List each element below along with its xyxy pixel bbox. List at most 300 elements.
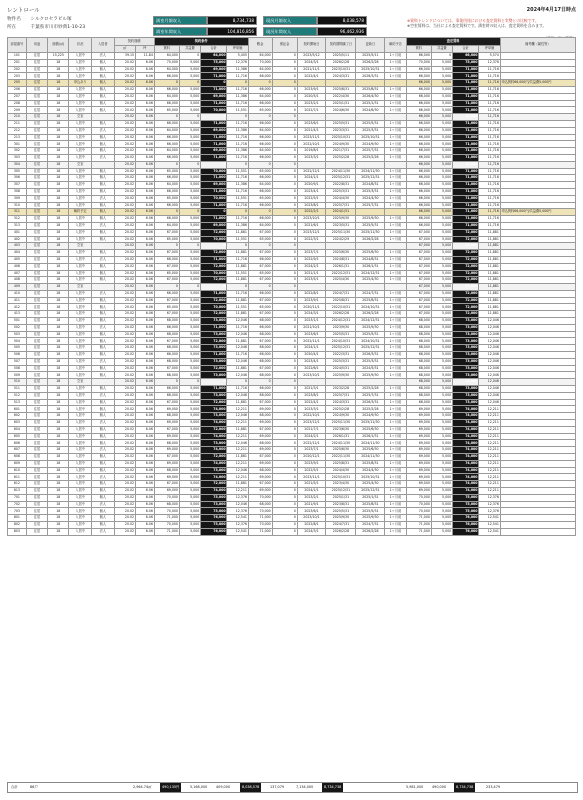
cell-guar: 0 (272, 501, 297, 508)
cell-area: 18 (48, 66, 69, 73)
cell-total: 70,000 (201, 107, 227, 114)
cell-start: 2023/2/1 (297, 494, 326, 501)
cell-deposit: 66,000 (248, 154, 272, 161)
cell-tenant: 法人 (91, 195, 114, 202)
cell-use: 住居 (26, 107, 47, 114)
cell-notice: 1ヶ月前 (385, 338, 406, 345)
col-deposit: 敷金 (248, 38, 272, 53)
cell-total: 0 (201, 114, 227, 121)
cell-notice: 1ヶ月前 (385, 352, 406, 359)
cell-q-rent: 70,000 (406, 494, 431, 501)
cell-end (326, 114, 356, 121)
cell-renew: 2026/1/31 (356, 433, 385, 440)
cell-tsubo: 6.06 (135, 311, 154, 318)
cell-notice: 1ヶ月前 (385, 141, 406, 148)
cell-end: 2025/8/31 (326, 86, 356, 93)
cell-q-unit: 11,716 (479, 100, 500, 107)
cell-m2: 20.02 (114, 392, 135, 399)
cell-tsubo: 6.06 (135, 358, 154, 365)
cell-q-fee: 5,000 (431, 250, 452, 257)
cell-q-fee: 5,000 (431, 216, 452, 223)
cell-rent: 68,000 (154, 331, 179, 338)
cell-notice (385, 284, 406, 291)
cell-notice: 1ヶ月前 (385, 154, 406, 161)
cell-tenant: 個人 (91, 331, 114, 338)
cell-q-fee: 5,000 (431, 521, 452, 528)
cell-m2: 20.02 (114, 467, 135, 474)
cell-rent: 69,000 (154, 460, 179, 467)
cell-q-total: 72,000 (452, 284, 478, 291)
cell-status: 入居中 (69, 304, 92, 311)
cell-tsubo: 6.06 (135, 467, 154, 474)
table-row (8, 488, 576, 495)
cell-q-fee: 5,000 (431, 86, 452, 93)
cell-rent: 0 (154, 284, 179, 291)
cell-guar: 0 (272, 521, 297, 528)
cell-unit: 11,551 (227, 107, 248, 114)
cell-area: 18 (48, 250, 69, 257)
cell-start: 2021/9/1 (297, 501, 326, 508)
cell-start: 2023/4/1 (297, 358, 326, 365)
cell-start: 2023/3/1 (297, 154, 326, 161)
sub-tsubo: 坪 (135, 45, 154, 53)
cell-remarks (500, 93, 575, 100)
cell-q-rent: 68,000 (406, 324, 431, 331)
table-row (8, 107, 576, 114)
cell-end (326, 243, 356, 250)
cell-guar: 0 (272, 59, 297, 66)
cell-q-rent: 68,000 (406, 338, 431, 345)
cell-status: 入居中 (69, 515, 92, 522)
cell-q-total: 75,000 (452, 494, 478, 501)
cell-start (297, 114, 326, 121)
cell-remarks (500, 175, 575, 182)
cell-unit: 12,376 (227, 521, 248, 528)
cell-status: 入居中 (69, 93, 92, 100)
footer-sum-total: 8,734,738 (322, 783, 343, 792)
cell-end (326, 80, 356, 87)
cell-q-rent: 69,000 (406, 454, 431, 461)
cell-end: 2025/11/30 (326, 229, 356, 236)
cell-notice: 1ヶ月前 (385, 229, 406, 236)
cell-use: 住居 (26, 182, 47, 189)
cell-start: 2020/11/1 (297, 304, 326, 311)
cell-room: 411 (8, 297, 27, 304)
cell-rent: 69,000 (154, 433, 179, 440)
cell-end: 2025/1/31 (326, 100, 356, 107)
cell-use: 住居 (26, 175, 47, 182)
cell-rent: 64,000 (154, 93, 179, 100)
cell-rent: 68,000 (154, 358, 179, 365)
cell-renew: 2026/2/28 (356, 528, 385, 535)
cell-q-fee: 5,000 (431, 161, 452, 168)
cell-area: 18 (48, 474, 69, 481)
cell-start: 2023/10/1 (297, 515, 326, 522)
cell-start: 2021/5/1 (297, 481, 326, 488)
cell-start: 2022/5/1 (297, 467, 326, 474)
cell-deposit: 66,000 (248, 141, 272, 148)
cell-unit: 11,716 (227, 352, 248, 359)
cell-guar: 0 (272, 256, 297, 263)
cell-deposit: 66,000 (248, 120, 272, 127)
cell-deposit: 66,000 (248, 256, 272, 263)
document-title: レントロール (7, 8, 40, 14)
cell-rent: 68,000 (154, 467, 179, 474)
cell-tsubo: 6.06 (135, 460, 154, 467)
cell-use: 住居 (26, 297, 47, 304)
cell-deposit: 64,000 (248, 53, 272, 60)
cell-start: 2023/12/1 (297, 229, 326, 236)
cell-tenant: 法人 (91, 324, 114, 331)
cell-renew: 2025/12/31 (356, 175, 385, 182)
cell-total: 0 (201, 80, 227, 87)
cell-q-unit: 11,716 (479, 182, 500, 189)
cell-tenant: 個人 (91, 338, 114, 345)
cell-unit: 12,211 (227, 406, 248, 413)
cell-deposit: 66,000 (248, 73, 272, 80)
cell-start: 2020/5/1 (297, 93, 326, 100)
cell-q-total: 71,000 (452, 141, 478, 148)
cell-room: 509 (8, 372, 27, 379)
cell-rent: 0 (154, 80, 179, 87)
cell-use: 住居 (26, 528, 47, 535)
cell-area: 18 (48, 93, 69, 100)
cell-tsubo: 6.06 (135, 182, 154, 189)
cell-fee: 5,000 (179, 392, 200, 399)
cell-renew: 2024/11/30 (356, 454, 385, 461)
cell-use: 住居 (26, 114, 47, 121)
cell-tsubo: 6.06 (135, 168, 154, 175)
cell-total: 72,000 (201, 297, 227, 304)
cell-fee: 5,000 (179, 358, 200, 365)
cell-tenant: 法人 (91, 420, 114, 427)
cell-m2: 20.02 (114, 515, 135, 522)
cell-area: 18 (48, 433, 69, 440)
cell-area: 18 (48, 80, 69, 87)
cell-q-rent: 66,000 (406, 216, 431, 223)
cell-area: 18 (48, 399, 69, 406)
cell-remarks (500, 66, 575, 73)
current-annual-value: 96,462,936 (317, 27, 367, 36)
cell-deposit: 69,000 (248, 474, 272, 481)
cell-q-total: 76,000 (452, 515, 478, 522)
cell-end: 2025/8/31 (326, 297, 356, 304)
cell-q-rent: 66,000 (406, 188, 431, 195)
cell-area: 18 (48, 515, 69, 522)
cell-guar: 0 (272, 236, 297, 243)
cell-guar: 0 (272, 195, 297, 202)
cell-area: 18 (48, 270, 69, 277)
cell-end: 2024/4/30 (326, 195, 356, 202)
cell-tsubo: 6.06 (135, 508, 154, 515)
cell-total: 76,000 (201, 528, 227, 535)
cell-q-rent: 68,000 (406, 386, 431, 393)
cell-tsubo: 11.84 (135, 53, 154, 60)
cell-q-fee: 5,000 (431, 372, 452, 379)
cell-unit: 11,881 (227, 277, 248, 284)
cell-unit: 11,716 (227, 154, 248, 161)
cell-room: 507 (8, 358, 27, 365)
cell-q-rent: 66,000 (406, 73, 431, 80)
cell-q-rent: 67,000 (406, 250, 431, 257)
cell-guar: 0 (272, 352, 297, 359)
cell-tsubo: 6.06 (135, 243, 154, 250)
cell-room: 510 (8, 379, 27, 386)
cell-deposit: 66,000 (248, 216, 272, 223)
cell-total: 74,000 (201, 488, 227, 495)
table-body (8, 53, 576, 536)
cell-q-total: 66,000 (452, 53, 478, 60)
cell-unit: 11,716 (227, 386, 248, 393)
cell-use: 住居 (26, 134, 47, 141)
cell-use: 住居 (26, 236, 47, 243)
cell-rent: 67,000 (154, 250, 179, 257)
cell-remarks (500, 399, 575, 406)
cell-renew: 2026/2/28 (356, 311, 385, 318)
cell-q-fee: 5,000 (431, 338, 452, 345)
cell-status: 入居中 (69, 270, 92, 277)
cell-rent: 67,000 (154, 454, 179, 461)
cell-q-fee: 5,000 (431, 399, 452, 406)
cell-status: 入居中 (69, 141, 92, 148)
cell-q-total: 74,000 (452, 447, 478, 454)
cell-end (326, 284, 356, 291)
cell-deposit: 71,000 (248, 515, 272, 522)
cell-q-unit: 12,211 (479, 454, 500, 461)
cell-fee: 0 (179, 243, 200, 250)
cell-m2: 20.02 (114, 297, 135, 304)
cell-fee: 5,000 (179, 59, 200, 66)
cell-room: 207 (8, 93, 27, 100)
cell-end: 2025/8/31 (326, 460, 356, 467)
cell-room: 211 (8, 120, 27, 127)
cell-q-fee: 5,000 (431, 263, 452, 270)
cell-tenant: 個人 (91, 413, 114, 420)
cell-notice: 1ヶ月前 (385, 59, 406, 66)
cell-q-fee: 5,000 (431, 188, 452, 195)
sub-m2: ㎡ (114, 45, 135, 53)
cell-tenant: 個人 (91, 236, 114, 243)
cell-deposit: 69,000 (248, 488, 272, 495)
cell-status: 入居中 (69, 290, 92, 297)
cell-q-rent: 66,000 (406, 141, 431, 148)
cell-remarks (500, 243, 575, 250)
cell-guar: 0 (272, 481, 297, 488)
cell-total: 69,000 (201, 66, 227, 73)
table-row (8, 141, 576, 148)
cell-q-fee: 5,000 (431, 270, 452, 277)
cell-renew: 2025/5/31 (356, 120, 385, 127)
cell-end: 2021/7/31 (326, 148, 356, 155)
cell-start: 2023/10/1 (297, 216, 326, 223)
cell-q-fee: 5,000 (431, 134, 452, 141)
cell-use: 住居 (26, 318, 47, 325)
cell-notice: 1ヶ月前 (385, 318, 406, 325)
cell-q-total: 72,000 (452, 250, 478, 257)
cell-total: 69,000 (201, 148, 227, 155)
cell-remarks (500, 304, 575, 311)
cell-notice: 1ヶ月前 (385, 168, 406, 175)
cell-guar: 0 (272, 114, 297, 121)
cell-notice: 1ヶ月前 (385, 236, 406, 243)
cell-end: 2022/4/30 (326, 93, 356, 100)
cell-deposit: 67,000 (248, 481, 272, 488)
cell-q-rent: 66,000 (406, 86, 431, 93)
cell-status: 入居中 (69, 53, 92, 60)
table-row (8, 324, 576, 331)
table-row (8, 426, 576, 433)
cell-remarks (500, 365, 575, 372)
cell-area: 18 (48, 141, 69, 148)
cell-area: 18 (48, 243, 69, 250)
cell-room: 407 (8, 270, 27, 277)
cell-area: 18 (48, 447, 69, 454)
cell-tenant: 個人 (91, 168, 114, 175)
cell-end: 2025/5/31 (326, 331, 356, 338)
cell-use: 住居 (26, 161, 47, 168)
cell-q-fee: 5,000 (431, 460, 452, 467)
cell-m2: 20.02 (114, 66, 135, 73)
cell-rent: 66,000 (154, 134, 179, 141)
cell-remarks (500, 114, 575, 121)
cell-end: 2024/11/30 (326, 440, 356, 447)
cell-q-rent: 66,000 (406, 182, 431, 189)
cell-room: 212 (8, 127, 27, 134)
cell-renew: 2025/5/31 (356, 331, 385, 338)
cell-tenant: 個人 (91, 406, 114, 413)
cell-tenant: 個人 (91, 182, 114, 189)
cell-total: 71,000 (201, 256, 227, 263)
table-row (8, 420, 576, 427)
cell-use: 住居 (26, 216, 47, 223)
cell-q-unit: 12,046 (479, 379, 500, 386)
cell-q-total: 74,000 (452, 406, 478, 413)
cell-m2: 20.02 (114, 413, 135, 420)
cell-tenant: 個人 (91, 494, 114, 501)
cell-tenant: 個人 (91, 372, 114, 379)
cell-m2: 20.02 (114, 148, 135, 155)
cell-guar: 0 (272, 141, 297, 148)
cell-remarks (500, 270, 575, 277)
cell-q-total: 74,000 (452, 488, 478, 495)
cell-remarks (500, 120, 575, 127)
cell-renew: 2025/8/31 (356, 460, 385, 467)
cell-rent: 0 (154, 243, 179, 250)
cell-notice: 1ヶ月前 (385, 413, 406, 420)
cell-remarks (500, 229, 575, 236)
cell-total: 0 (201, 379, 227, 386)
cell-notice: 1ヶ月前 (385, 127, 406, 134)
cell-tenant: 個人 (91, 120, 114, 127)
cell-renew: 2025/10/31 (356, 66, 385, 73)
cell-unit: 11,716 (227, 141, 248, 148)
cell-total: 74,000 (201, 474, 227, 481)
cell-tsubo: 6.06 (135, 188, 154, 195)
cell-q-total: 73,000 (452, 372, 478, 379)
cell-q-unit: 12,376 (479, 494, 500, 501)
cell-tsubo: 6.06 (135, 318, 154, 325)
cell-total: 72,000 (201, 365, 227, 372)
cell-q-fee: 5,000 (431, 195, 452, 202)
cell-q-rent: 68,000 (406, 399, 431, 406)
cell-end: 2025/12/31 (326, 345, 356, 352)
cell-remarks (500, 73, 575, 80)
cell-status: 入居中 (69, 182, 92, 189)
cell-area: 18 (48, 73, 69, 80)
cell-unit: 12,211 (227, 474, 248, 481)
cell-tsubo: 6.06 (135, 447, 154, 454)
cell-notice (385, 114, 406, 121)
cell-tsubo: 6.06 (135, 501, 154, 508)
cell-q-rent: 67,000 (406, 270, 431, 277)
cell-tenant: 個人 (91, 188, 114, 195)
cell-renew: 2025/8/31 (356, 501, 385, 508)
cell-total: 72,000 (201, 454, 227, 461)
cell-q-fee: 5,000 (431, 345, 452, 352)
footer-q-rent-total: 5,981,000 (406, 785, 424, 789)
cell-q-total: 73,000 (452, 352, 478, 359)
cell-tenant: 個人 (91, 86, 114, 93)
cell-fee: 5,000 (179, 86, 200, 93)
table-row (8, 331, 576, 338)
cell-use: 住居 (26, 250, 47, 257)
cell-end: 2024/5/31 (326, 365, 356, 372)
cell-status: 入居中 (69, 508, 92, 515)
cell-room: 307 (8, 182, 27, 189)
cell-rent: 66,000 (154, 188, 179, 195)
cell-guar: 0 (272, 365, 297, 372)
cell-use: 住居 (26, 515, 47, 522)
cell-start (297, 379, 326, 386)
cell-deposit: 69,000 (248, 433, 272, 440)
table-row (8, 202, 576, 209)
cell-total: 71,000 (201, 154, 227, 161)
cell-remarks (500, 447, 575, 454)
cell-unit: 11,716 (227, 202, 248, 209)
cell-end: 2022/10/31 (326, 304, 356, 311)
cell-end: 2024/9/30 (326, 141, 356, 148)
cell-remarks (500, 501, 575, 508)
cell-renew: 2025/1/31 (356, 494, 385, 501)
cell-remarks (500, 481, 575, 488)
cell-q-unit: 12,046 (479, 331, 500, 338)
cell-deposit: 68,000 (248, 413, 272, 420)
cell-q-total: 71,000 (452, 222, 478, 229)
cell-rent: 68,000 (154, 372, 179, 379)
cell-notice: 1ヶ月前 (385, 175, 406, 182)
cell-notice: 1ヶ月前 (385, 290, 406, 297)
cell-tsubo: 6.06 (135, 141, 154, 148)
table-row (8, 80, 576, 87)
cell-use: 住居 (26, 433, 47, 440)
address-label: 所在 (7, 25, 17, 30)
cell-fee: 5,000 (179, 474, 200, 481)
cell-renew: 2025/9/30 (356, 216, 385, 223)
cell-q-fee: 5,000 (431, 127, 452, 134)
cell-start: 2023/9/1 (297, 297, 326, 304)
cell-deposit: 0 (248, 379, 272, 386)
cell-fee: 5,000 (179, 386, 200, 393)
cell-end: 2022/12/31 (326, 270, 356, 277)
cell-q-rent: 66,000 (406, 127, 431, 134)
cell-total: 72,000 (201, 250, 227, 257)
cell-tenant: 個人 (91, 175, 114, 182)
cell-renew (356, 209, 385, 216)
cell-q-fee: 5,000 (431, 352, 452, 359)
cell-use: 住居 (26, 284, 47, 291)
cell-area: 18 (48, 277, 69, 284)
cell-total: 74,000 (201, 406, 227, 413)
